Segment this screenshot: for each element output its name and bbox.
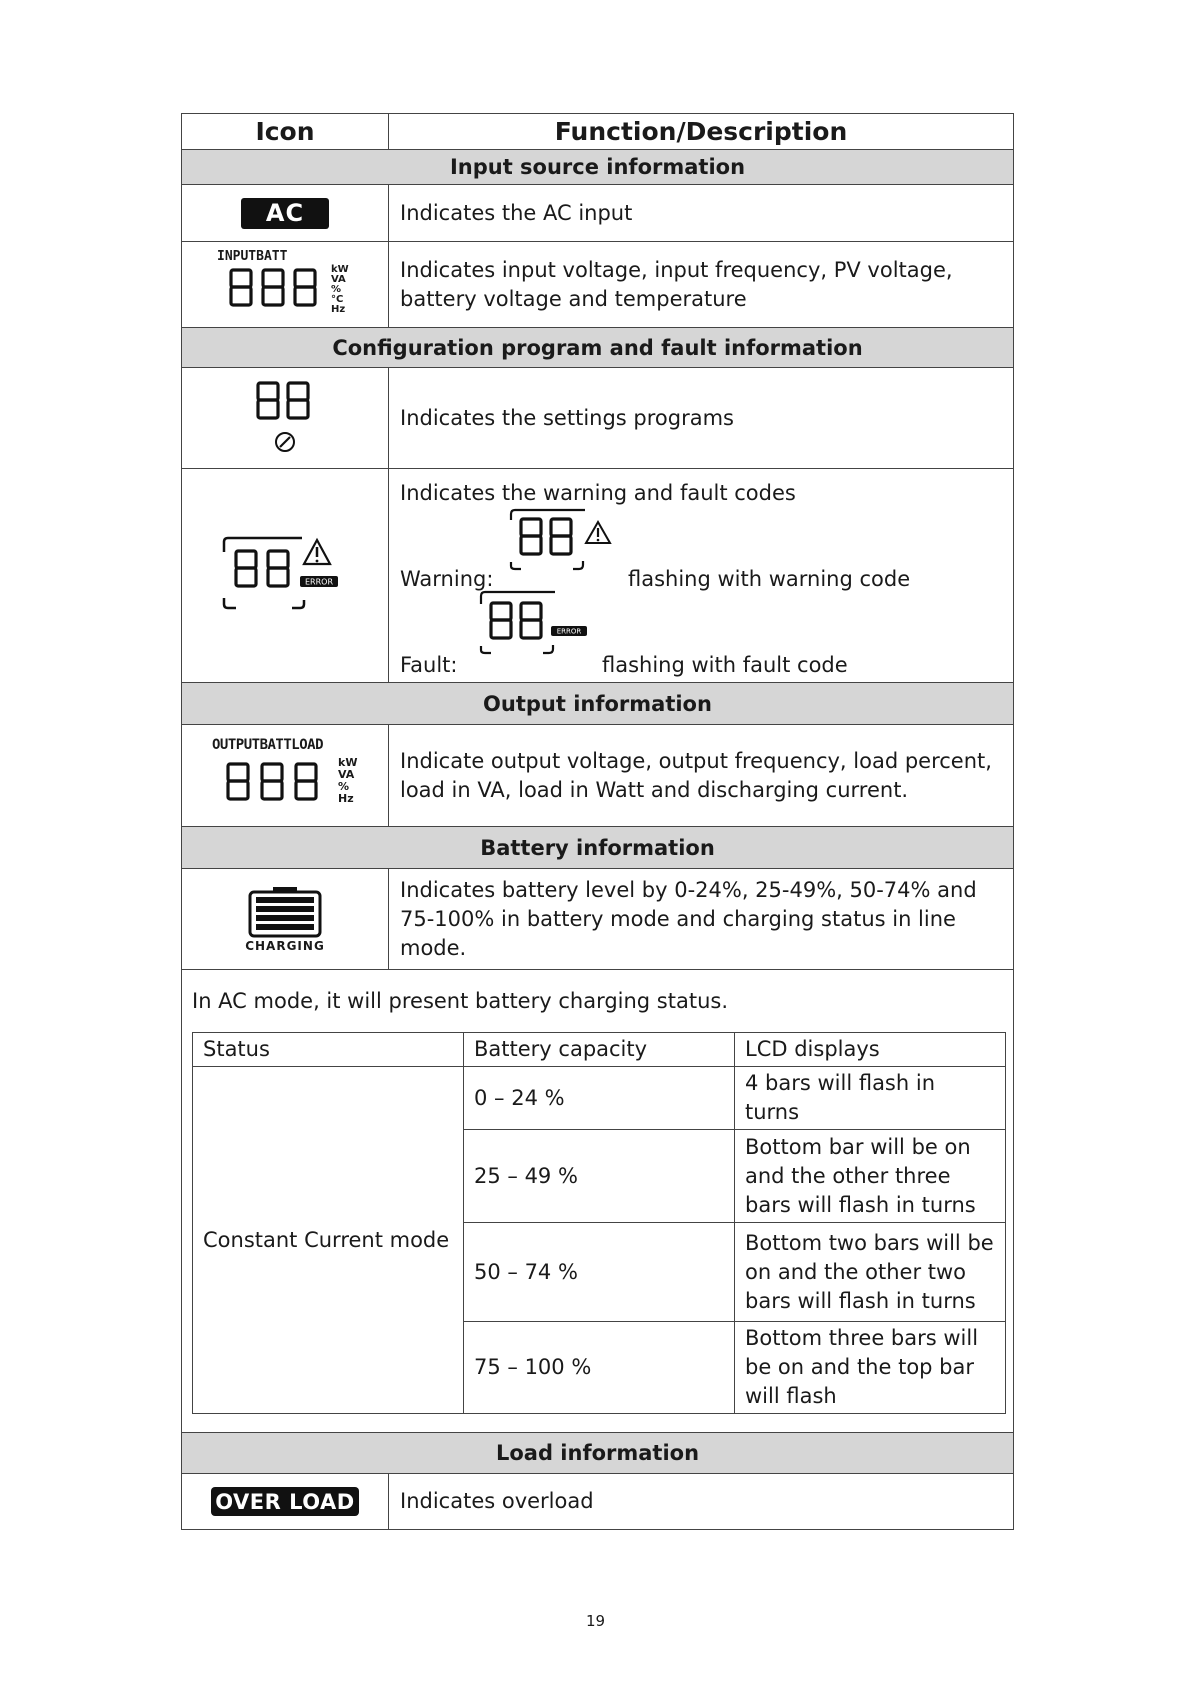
input-lcd-icon (215, 249, 355, 321)
table-row (193, 1067, 1006, 1130)
input-lcd-description: Indicates input voltage, input frequency, PV voltage, battery voltage and temperature (400, 257, 953, 311)
input-lcd-label: INPUTBATT (217, 248, 288, 264)
output-lcd-units: kW VA % Hz (338, 755, 358, 805)
fault-description: Indicates the warning and fault codes (400, 481, 796, 505)
status-cell: Constant Current mode (193, 1067, 464, 1414)
table-header (182, 114, 1013, 150)
capacity-cell: 50 – 74 % (464, 1223, 735, 1322)
charging-table-header (193, 1033, 1006, 1067)
capacity-cell: 75 – 100 % (464, 1322, 735, 1414)
display-cell: Bottom three bars will be on and the top bar will flash (735, 1322, 1006, 1414)
output-lcd-icon (210, 737, 360, 815)
row-input-lcd (182, 242, 1013, 328)
row-output-lcd (182, 725, 1013, 827)
display-cell: Bottom bar will be on and the other three bars will flash in turns (735, 1130, 1006, 1223)
input-lcd-digits (229, 267, 329, 309)
ac-description: Indicates the AC input (400, 200, 633, 225)
description-column-header: Function/Description (554, 117, 848, 146)
section-config-fault: Configuration program and fault information (182, 328, 1013, 368)
icon-column-header: Icon (182, 114, 389, 149)
row-warning-fault (182, 469, 1013, 683)
charging-label: CHARGING (245, 938, 325, 953)
battery-description: Indicates battery level by 0-24%, 25-49%, 50-74% and 75-100% in battery mode and charging status in line mode. (400, 877, 977, 960)
battery-bars-icon (245, 886, 325, 938)
charging-status-block (182, 970, 1013, 1433)
battery-level-icon (245, 886, 325, 953)
warning-flash-text: flashing with warning code (628, 567, 911, 591)
row-overload (182, 1474, 1013, 1530)
fault-error-badge-text: ERROR (556, 627, 582, 636)
section-load: Load information (182, 1433, 1013, 1474)
fault-flash-text: flashing with fault code (602, 653, 848, 677)
display-header: LCD displays (735, 1033, 1006, 1067)
row-battery (182, 869, 1013, 970)
fault-label: Fault: (400, 653, 458, 677)
icon-function-table (181, 113, 1014, 1530)
capacity-header: Battery capacity (464, 1033, 735, 1067)
settings-description: Indicates the settings programs (400, 405, 734, 430)
warning-code-icon (507, 508, 619, 572)
capacity-cell: 0 – 24 % (464, 1067, 735, 1130)
status-header: Status (193, 1033, 464, 1067)
ac-icon-text: AC (265, 199, 305, 227)
row-ac-input (182, 185, 1013, 242)
input-lcd-units: kW VA % °C Hz (331, 263, 349, 315)
section-input-source: Input source information (182, 150, 1013, 185)
error-badge-text: ERROR (304, 577, 334, 586)
warning-label: Warning: (400, 567, 494, 591)
settings-program-icon (250, 378, 320, 458)
charging-note: In AC mode, it will present battery charging status. (192, 989, 729, 1013)
overload-description: Indicates overload (400, 1489, 594, 1513)
display-cell: Bottom two bars will be on and the other two bars will flash in turns (735, 1223, 1006, 1322)
output-lcd-description: Indicate output voltage, output frequency, load percent, load in VA, load in Watt and discharging current. (400, 748, 992, 802)
output-lcd-label: OUTPUTBATTLOAD (212, 736, 324, 753)
page-number: 19 (585, 1612, 606, 1630)
warning-fault-icon (220, 536, 350, 616)
section-battery: Battery information (182, 827, 1013, 869)
capacity-cell: 25 – 49 % (464, 1130, 735, 1223)
charging-status-table (192, 1032, 1006, 1414)
fault-code-icon (477, 590, 589, 658)
ac-icon (241, 198, 329, 229)
display-cell: 4 bars will flash in turns (735, 1067, 1006, 1130)
section-output: Output information (182, 683, 1013, 725)
output-lcd-digits (226, 759, 330, 805)
overload-icon (211, 1487, 359, 1516)
overload-icon-text: OVER LOAD (215, 1489, 355, 1514)
row-settings (182, 368, 1013, 469)
